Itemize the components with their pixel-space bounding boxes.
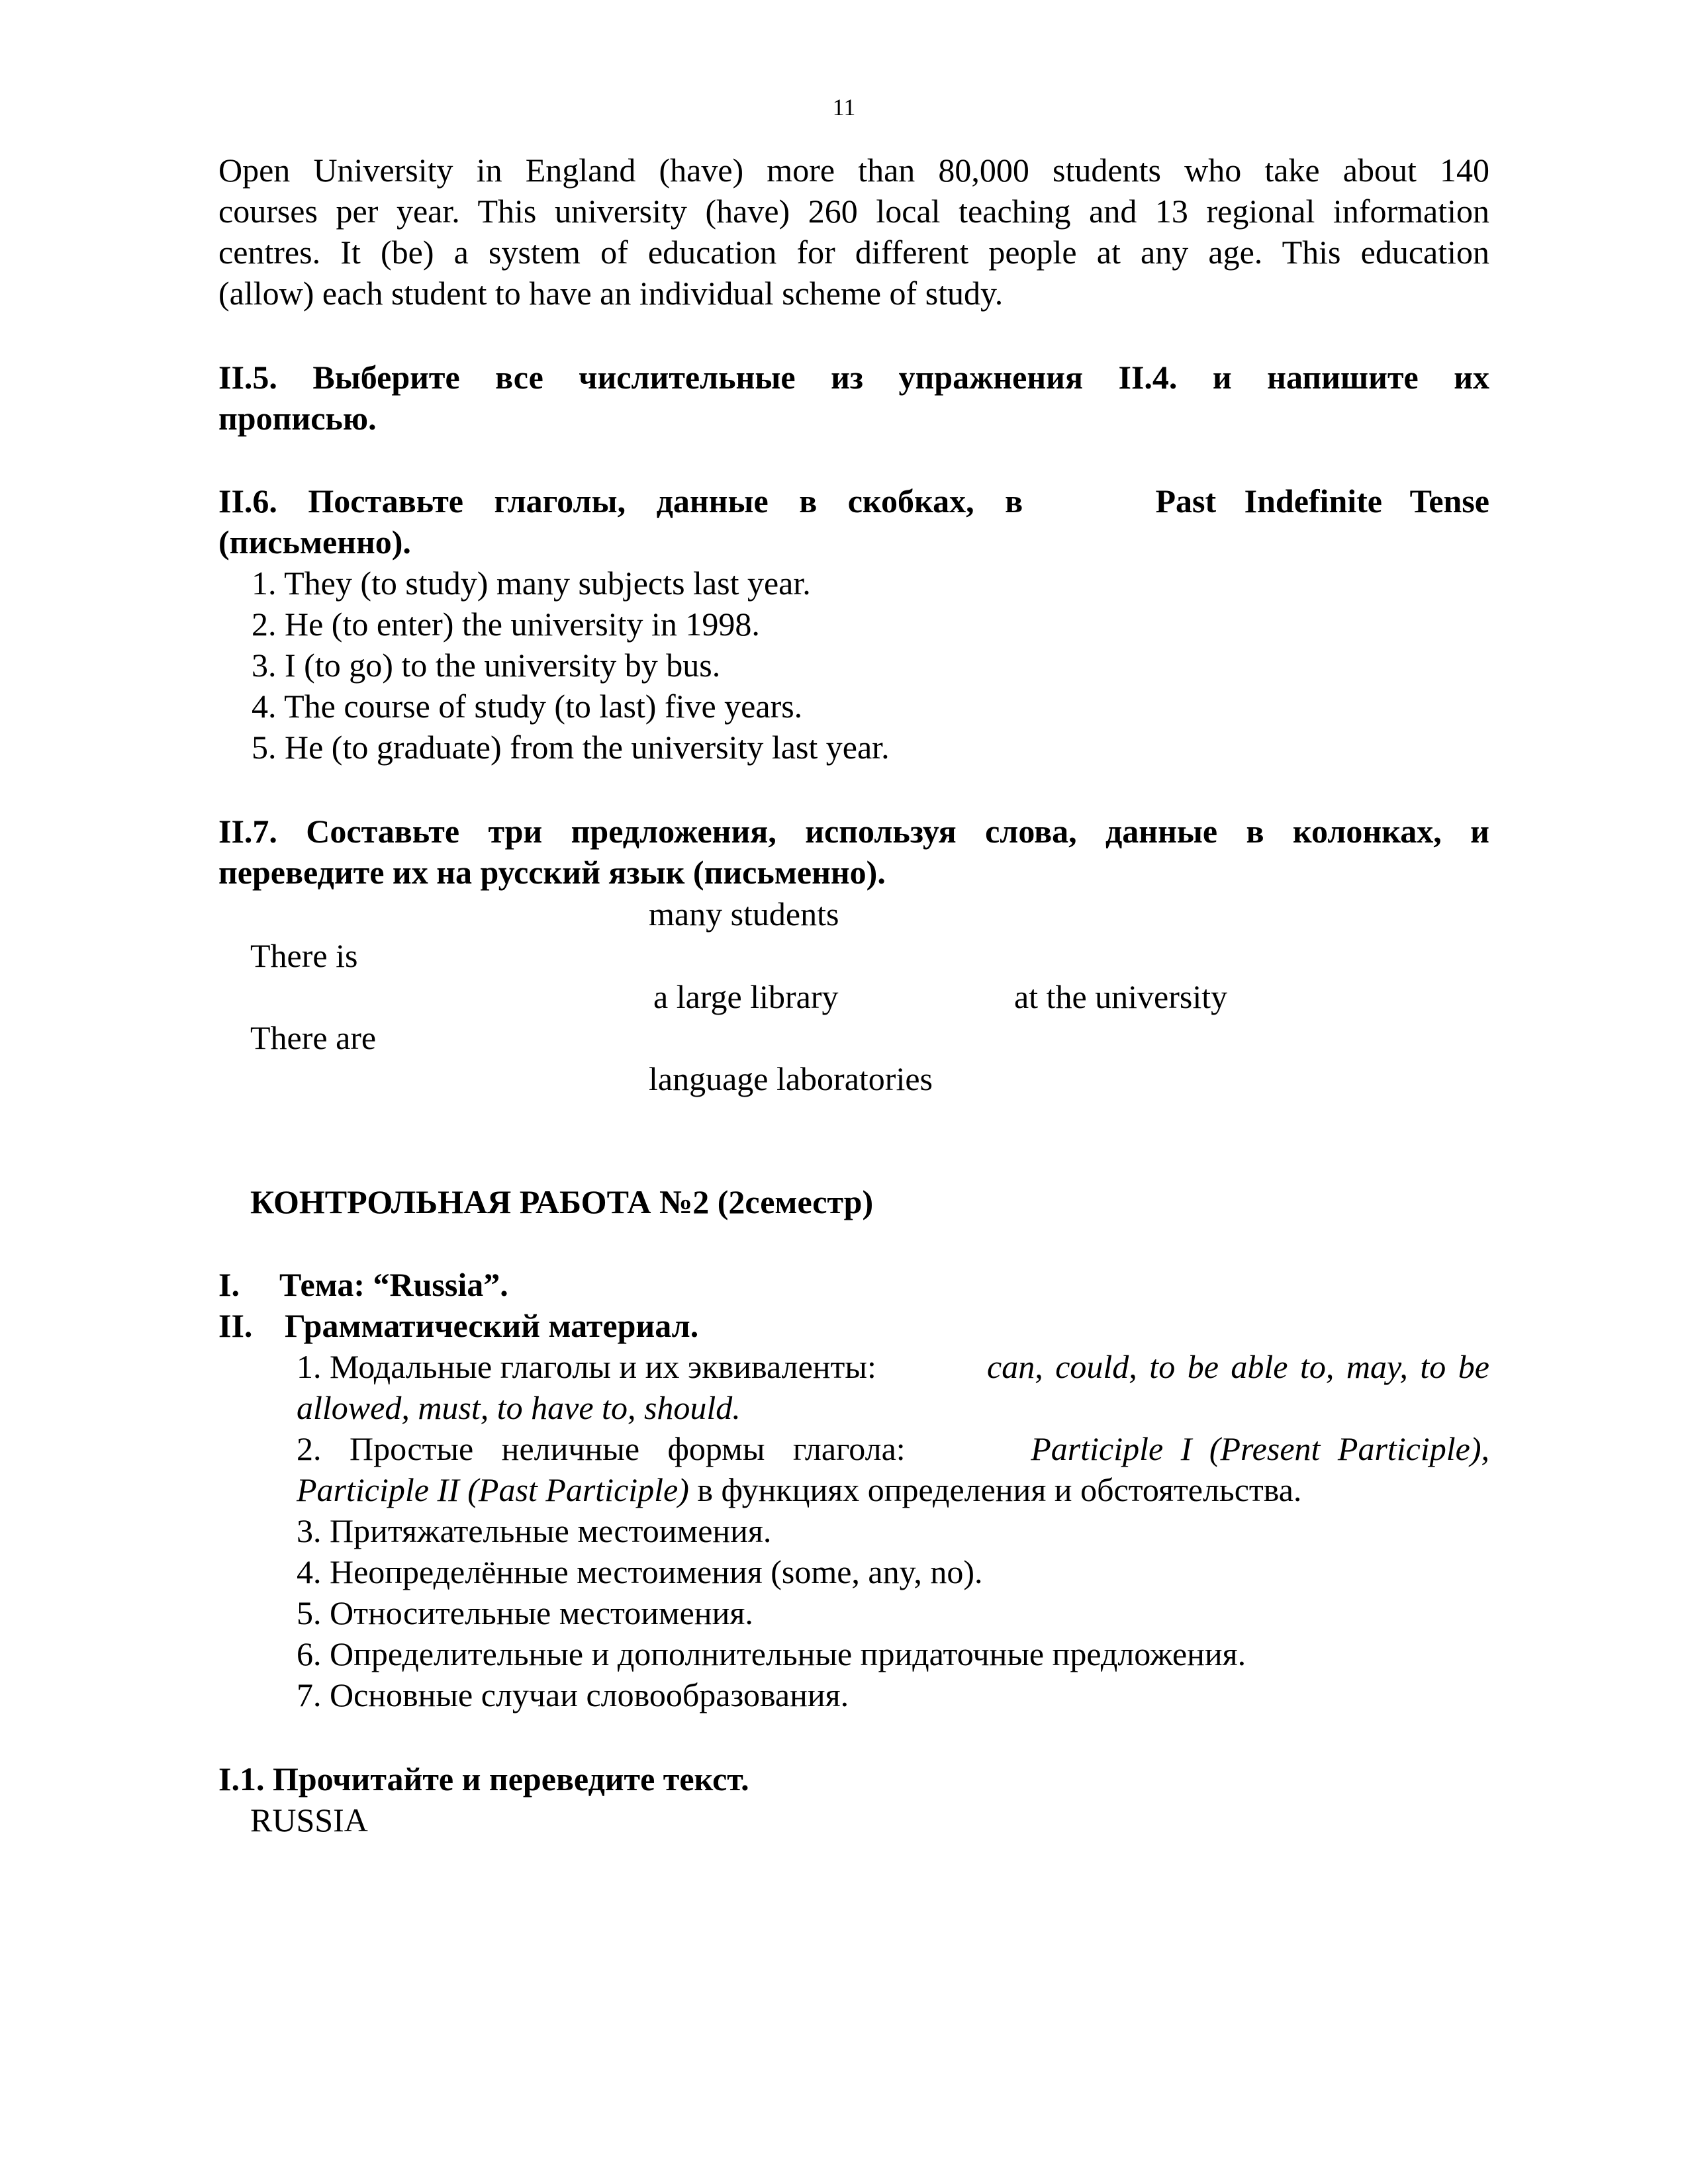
grammar-item: 7. Основные случаи словообразования. <box>297 1676 849 1713</box>
grammar-item-2-label: 2. Простые неличные формы глагола: <box>297 1430 906 1467</box>
grammar-number: II. <box>218 1307 253 1344</box>
grammar-item-1-label: 1. Модальные глаголы и их эквиваленты: <box>297 1348 876 1385</box>
list-item: 4. The course of study (to last) five years. <box>252 688 803 725</box>
exercise-2-7-line1: II.7. Составьте три предложения, используя слова, данные в колонках, и <box>218 813 1489 850</box>
grammar-item-2-functions: в функциях определения и обстоятельства. <box>697 1471 1302 1508</box>
column-1-there-are: There are <box>250 1019 377 1056</box>
grammar-item-2-line2 <box>297 1469 1489 1510</box>
column-1-there-is: There is <box>250 937 358 974</box>
exercise-2-6-heading <box>218 480 1489 563</box>
exercise-2-6-line1-en: Past Indefinite Tense <box>1155 482 1489 520</box>
list-item: 2. He (to enter) the university in 1998. <box>252 606 760 643</box>
exercise-2-5 <box>218 357 1489 439</box>
grammar-item: 5. Относительные местоимения. <box>297 1594 753 1631</box>
exercise-2-6-line1 <box>218 480 1489 522</box>
test-2-heading: КОНТРОЛЬНАЯ РАБОТА №2 (2семестр) <box>250 1183 874 1220</box>
column-2-many-students: many students <box>649 895 839 933</box>
grammar-item-2-participle-2: Participle II (Past Participle) <box>297 1471 689 1508</box>
intro-line: centres. It (be) a system of education for different people at any age. This education <box>218 234 1489 271</box>
task-read-translate: I.1. Прочитайте и переведите текст. <box>218 1760 749 1797</box>
column-2-large-library: a large library <box>653 978 839 1015</box>
grammar-item-1-line2 <box>297 1387 1489 1428</box>
exercise-2-6-line2: (письменно). <box>218 523 411 561</box>
page-number: 11 <box>832 94 856 120</box>
topic: Тема: “Russia”. <box>279 1266 508 1303</box>
list-item: 1. They (to study) many subjects last year. <box>252 565 811 602</box>
topic-number: I. <box>218 1266 240 1303</box>
grammar-item-1-line1 <box>297 1346 1489 1387</box>
grammar-item: 6. Определительные и дополнительные придаточные предложения. <box>297 1635 1246 1672</box>
intro-line: Open University in England (have) more than 80,000 students who take about 140 <box>218 152 1489 189</box>
column-2-language-labs: language laboratories <box>649 1060 933 1097</box>
intro-line: (allow) each student to have an individual scheme of study. <box>218 275 1004 312</box>
grammar-item-1-verbs: can, could, to be able to, may, to be <box>987 1348 1489 1385</box>
grammar-item: 3. Притяжательные местоимения. <box>297 1512 772 1549</box>
intro-line: courses per year. This university (have) 260 local teaching and 13 regional information <box>218 193 1489 230</box>
list-item: 5. He (to graduate) from the university last year. <box>252 729 890 766</box>
exercise-2-6-line1-ru: II.6. Поставьте глаголы, данные в скобках, в <box>218 482 1023 520</box>
grammar-list <box>297 1346 1489 1715</box>
exercise-2-7-line2: переведите их на русский язык (письменно). <box>218 854 886 891</box>
column-3-at-university: at the university <box>1014 978 1228 1015</box>
list-item: 3. I (to go) to the university by bus. <box>252 647 721 684</box>
exercise-2-5-line1: II.5. Выберите все числительные из упражнения II.4. и напишите их <box>218 359 1490 396</box>
grammar-title: Грамматический материал. <box>285 1307 699 1344</box>
grammar-item-1-verbs-cont: allowed, must, to have to, should. <box>297 1389 741 1426</box>
exercise-2-7-heading <box>218 811 1489 893</box>
grammar-item-2-line1 <box>297 1428 1489 1469</box>
exercise-2-5-line2: прописью. <box>218 400 377 437</box>
grammar-item-2-participle-1: Participle I (Present Participle), <box>1031 1430 1489 1467</box>
text-title: RUSSIA <box>250 1801 368 1839</box>
intro-paragraph <box>218 150 1489 314</box>
exercise-2-6-list <box>252 563 890 768</box>
grammar-item: 4. Неопределённые местоимения (some, any, no). <box>297 1553 983 1590</box>
